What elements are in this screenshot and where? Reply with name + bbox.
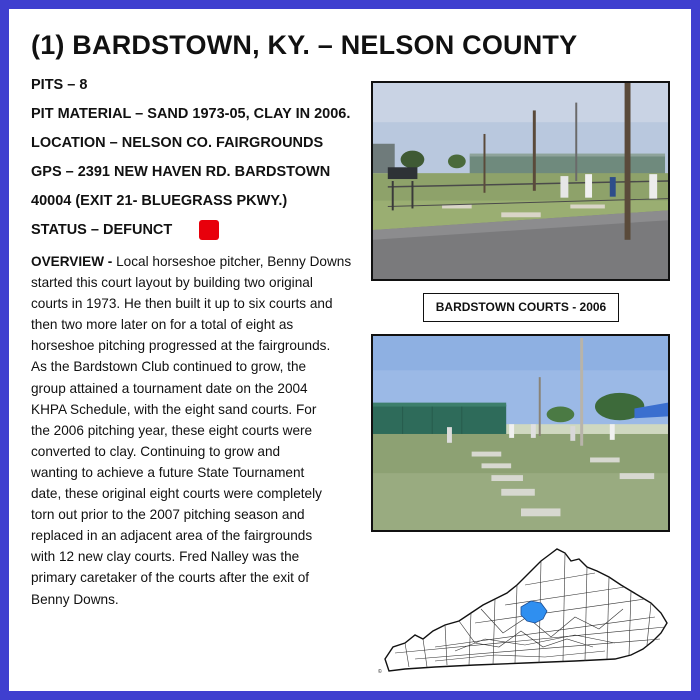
overview-line: Benny Downs. — [31, 591, 119, 607]
overview-line: primary caretaker of the courts after the exit of — [31, 570, 310, 586]
courts-photo-bottom — [371, 334, 670, 532]
overview-line: with 12 new clay courts. Fred Nalley was the — [31, 549, 300, 565]
overview-line: As the Bardstown Club continued to grow, the — [31, 359, 307, 375]
overview-line: horseshoe pitching progressed at the fairgrounds. — [31, 338, 331, 354]
overview-line: group attained a tournament date on the 2004 — [31, 380, 308, 396]
overview-line: started this court layout by building two original — [31, 275, 313, 291]
status-indicator — [199, 220, 219, 240]
overview-text — [31, 251, 371, 610]
kentucky-map — [375, 547, 675, 677]
overview-line: courts in 1973. He then built it up to six courts and — [31, 296, 333, 312]
overview-line: Local horseshoe pitcher, Benny Downs — [112, 254, 352, 269]
pit-material-info: PIT MATERIAL – SAND 1973-05, CLAY IN 2006. — [31, 106, 351, 122]
gps-info-line1: GPS – 2391 NEW HAVEN RD. BARDSTOWN — [31, 164, 331, 180]
status-info: STATUS – DEFUNCT — [31, 222, 173, 238]
overview-line: wanting to achieve a future State Tournament — [31, 464, 305, 480]
map-mark: © — [378, 669, 382, 675]
page-title: (1) BARDSTOWN, KY. – NELSON COUNTY — [31, 30, 578, 60]
pits-info: PITS – 8 — [31, 77, 88, 93]
overview-line: converted to clay. Continuing to grow and — [31, 443, 281, 459]
overview-line: then two more later on for a total of eight as — [31, 317, 294, 333]
overview-line: torn out prior to the 2007 pitching season and — [31, 507, 305, 523]
overview-line: KHPA Schedule, with the eight sand courts. For — [31, 401, 317, 417]
overview-line: replaced in an adjacent area of the fairgrounds — [31, 528, 313, 544]
overview-line: the 2006 pitching year, these eight courts were — [31, 422, 313, 438]
photo-caption: BARDSTOWN COURTS - 2006 — [423, 293, 619, 322]
courts-photo-top — [371, 81, 670, 281]
location-info: LOCATION – NELSON CO. FAIRGROUNDS — [31, 135, 324, 151]
overview-line: date, these original eight courts were completely — [31, 486, 322, 502]
gps-info-line2: 40004 (EXIT 21- BLUEGRASS PKWY.) — [31, 193, 288, 209]
overview-label: OVERVIEW - — [31, 254, 113, 269]
